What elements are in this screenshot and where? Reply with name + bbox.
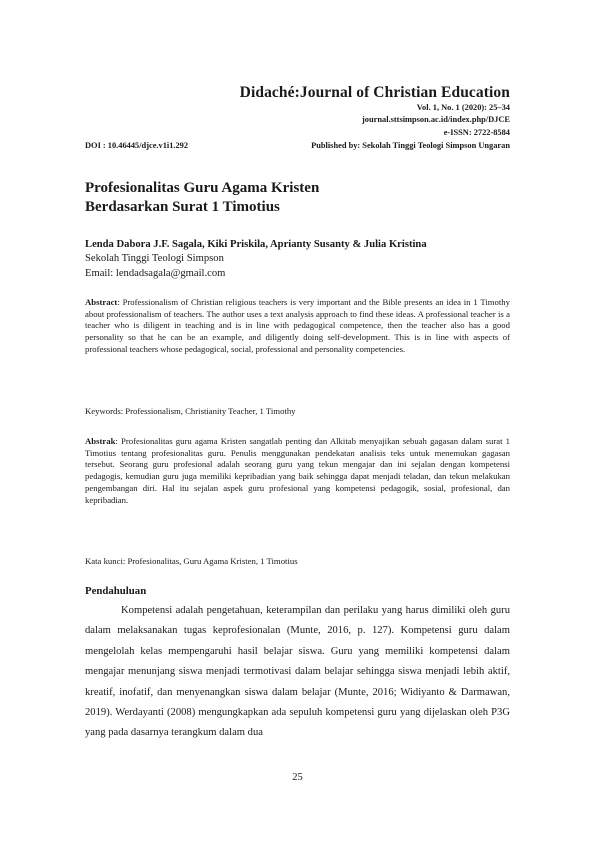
author-affiliation: Sekolah Tinggi Teologi Simpson bbox=[85, 253, 224, 264]
author-email: Email: lendadsagala@gmail.com bbox=[85, 268, 226, 279]
journal-title: Didaché:Journal of Christian Education bbox=[239, 84, 510, 101]
keywords-english: Keywords: Professionalism, Christianity Teacher, 1 Timothy bbox=[85, 406, 296, 416]
keywords-indonesian: Kata kunci: Profesionalitas, Guru Agama Kristen, 1 Timotius bbox=[85, 556, 298, 566]
section-heading: Pendahuluan bbox=[85, 585, 147, 597]
page-number: 25 bbox=[292, 772, 303, 783]
journal-url: journal.sttsimpson.ac.id/index.php/DJCE bbox=[362, 115, 510, 124]
article-title-line-2: Berdasarkan Surat 1 Timotius bbox=[85, 199, 280, 215]
publisher-line: Published by: Sekolah Tinggi Teologi Simpson Ungaran bbox=[311, 141, 510, 150]
abstract-english-label: Abstract bbox=[85, 297, 118, 307]
abstract-english-text: : Professionalism of Christian religious teachers is very important and the Bible presents an idea in 1 Timothy about professionalism of teachers. The author uses a text analysis approach to find these ideas. A professional teacher is a teacher who is diligent in teaching and is in line with pedagogical competence, then the teacher also has a good personality so that he can be an example, and diligently doing self-development. This is in line with aspects of professional teachers whose pedagogical, social, professional and personality competencies. bbox=[85, 297, 510, 354]
section-body: Kompetensi adalah pengetahuan, keterampilan dan perilaku yang harus dimiliki oleh guru dalam melaksanakan tugas keprofesionalan (Munte, 2016, p. 127). Kompetensi guru dalam mengelolah kelas mempengaruhi hasil belajar siswa. Guru yang memiliki kompetensi dalam mengajar menunjang siswa menjadi termotivasi dalam belajar sehingga siswa menjadi lebih aktif, kreatif, inofatif, dan menyenangkan siswa dalam belajar (Munte, 2016; Widiyanto & Darmawan, 2019). Werdayanti (2008) mengungkapkan ada sepuluh kompetensi guru yang dijelaskan oleh P3G yang pada dasarnya terangkum dalam dua bbox=[85, 605, 510, 739]
abstract-indonesian bbox=[85, 436, 510, 506]
journal-volume: Vol. 1, No. 1 (2020): 25–34 bbox=[416, 103, 510, 112]
article-title bbox=[85, 179, 515, 217]
article-authors: Lenda Dabora J.F. Sagala, Kiki Priskila, Aprianty Susanty & Julia Kristina bbox=[85, 239, 427, 250]
abstract-indonesian-label: Abstrak bbox=[85, 436, 116, 446]
article-doi: DOI : 10.46445/djce.v1i1.292 bbox=[85, 141, 189, 150]
journal-issn: e-ISSN: 2722-8584 bbox=[443, 128, 510, 137]
abstract-english bbox=[85, 297, 510, 356]
abstract-indonesian-text: : Profesionalitas guru agama Kristen sangatlah penting dan Alkitab menyajikan sebuah gagasan dalam surat 1 Timotius tentang profesionalitas guru. Penulis menggunakan pendekatan analisis teks untuk menemukan gagasan tersebut. Seorang guru profesional adalah seorang guru yang tekun mengajar dan ini sejalan dengan kompetensi pedagogis, kemudian guru juga memiliki kepribadian yang baik sehingga dapat menjadi teladan, dan tekun melakukan pengembangan diri. Hal itu sejalan aspek guru profesional yang kompetensi pedagogik, sosial, profesional, dan kepribadian. bbox=[85, 436, 510, 505]
article-title-line-1: Profesionalitas Guru Agama Kristen bbox=[85, 180, 320, 196]
